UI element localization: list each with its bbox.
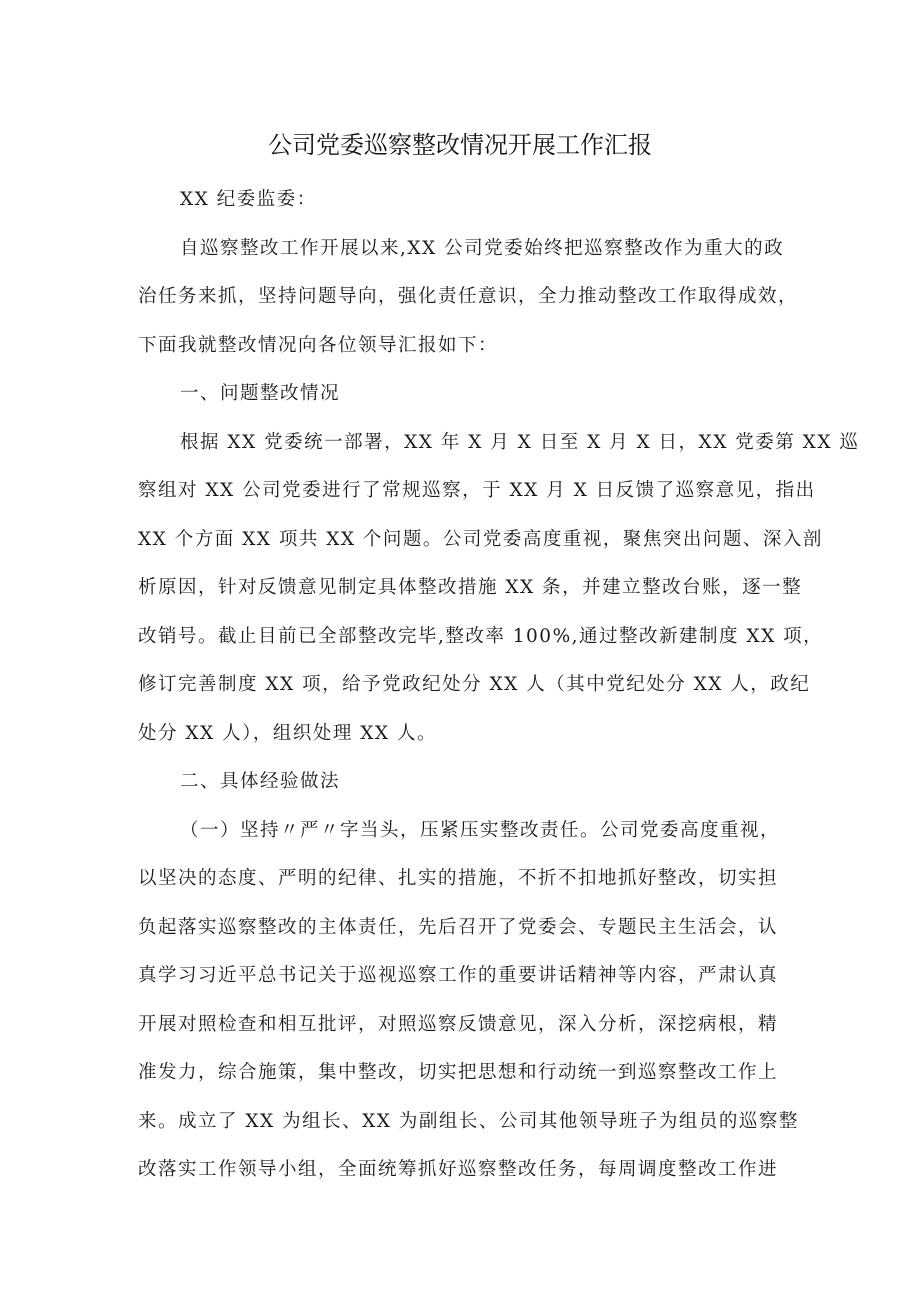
section-1-line: XX 个方面 XX 项共 XX 个问题。公司党委高度重视，聚焦突出问题、深入剖 (138, 528, 823, 550)
intro-line: 下面我就整改情况向各位领导汇报如下： (138, 334, 499, 356)
section-1-line: 察组对 XX 公司党委进行了常规巡察，于 XX 月 X 日反馈了巡察意见，指出 (138, 480, 816, 501)
salutation: XX 纪委监委： (180, 189, 317, 210)
section-2-line: 真学习习近平总书记关于巡视巡察工作的重要讲话精神等内容，严肃认真 (138, 965, 779, 986)
section-2-line: 以坚决的态度、严明的纪律、扎实的措施，不折不扣地抓好整改，切实担 (138, 868, 779, 889)
section-1-line: 修订完善制度 XX 项，给予党政纪处分 XX 人（其中党纪处分 XX 人，政纪 (138, 674, 811, 695)
section-2-paragraph (138, 807, 799, 1195)
section-2-line: 负起落实巡察整改的主体责任，先后召开了党委会、专题民主生活会，认 (138, 916, 779, 938)
section-2-line: 来。成立了 XX 为组长、XX 为副组长、公司其他领导班子为组员的巡察整 (138, 1110, 799, 1132)
section-1-line: 根据 XX 党委统一部署，XX 年 X 月 X 日至 X 月 X 日，XX 党委第 XX 巡 (180, 431, 860, 453)
section-1-paragraph (138, 419, 860, 759)
section-2-line: 开展对照检查和相互批评，对照巡察反馈意见，深入分析，深挖病根，精 (138, 1013, 779, 1035)
document-title: 公司党委巡察整改情况开展工作汇报 (268, 131, 652, 159)
section-2-line: 准发力，综合施策，集中整改，切实把思想和行动统一到巡察整改工作上 (138, 1062, 779, 1083)
intro-line: 治任务来抓，坚持问题导向，强化责任意识，全力推动整改工作取得成效， (138, 286, 799, 307)
document-body (138, 176, 860, 1195)
section-heading-1: 一、问题整改情况 (180, 383, 341, 404)
section-1-line: 改销号。截止目前已全部整改完毕,整改率 100%,通过整改新建制度 XX 项， (138, 625, 824, 647)
section-1-line: 处分 XX 人），组织处理 XX 人。 (138, 722, 437, 744)
intro-paragraph (138, 225, 799, 371)
section-1-line: 析原因，针对反馈意见制定具体整改措施 XX 条，并建立整改台账，逐一整 (138, 577, 803, 598)
intro-line: 自巡察整改工作开展以来,XX 公司党委始终把巡察整改作为重大的政 (180, 237, 785, 259)
section-2-line: （一）坚持〃严〃字当头，压紧压实整改责任。公司党委高度重视， (180, 819, 781, 841)
section-2-line: 改落实工作领导小组，全面统筹抓好巡察整改任务，每周调度整改工作进 (138, 1159, 779, 1180)
section-heading-2: 二、具体经验做法 (180, 771, 341, 792)
